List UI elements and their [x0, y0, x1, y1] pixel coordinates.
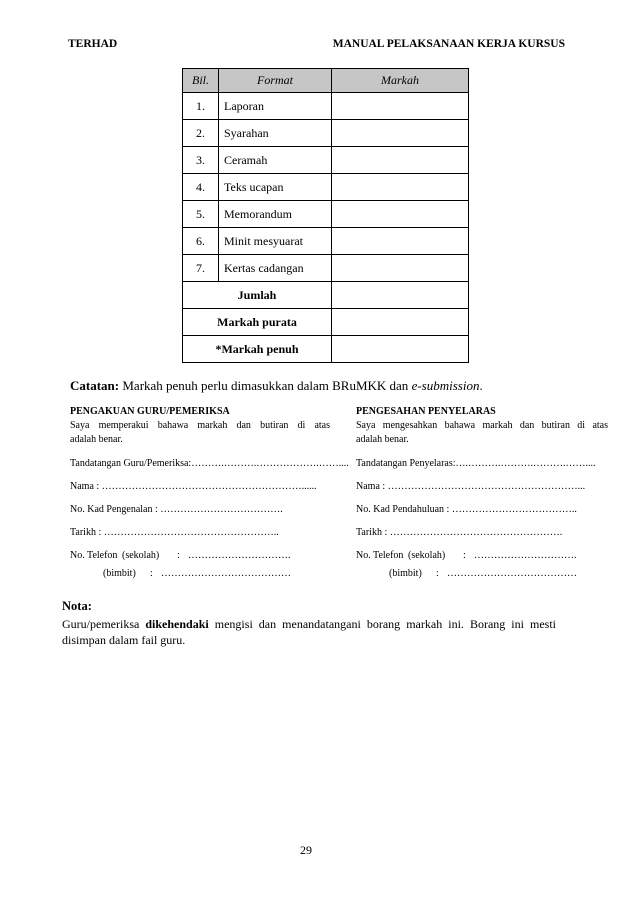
teacher-declaration: [70, 400, 350, 585]
coordinator-date-field: Tarikh : …………………………………………….: [356, 527, 563, 538]
page-number: 29: [300, 843, 312, 857]
row-number: 6.: [183, 228, 219, 255]
phone-colon: :: [150, 568, 153, 579]
average-mark-cell: [332, 309, 469, 336]
total-mark-cell: [332, 282, 469, 309]
phone-label: No. Telefon: [356, 550, 404, 561]
table-row: [183, 255, 469, 282]
row-number: 4.: [183, 174, 219, 201]
catatan-note: [70, 378, 483, 394]
header-classification: TERHAD: [68, 38, 118, 50]
phone-school-value: ………………………….: [474, 550, 577, 561]
row-mark-cell: [332, 201, 469, 228]
row-number: 2.: [183, 120, 219, 147]
total-label: Jumlah: [183, 282, 332, 309]
phone-school-label: (sekolah): [408, 550, 446, 561]
teacher-date-field: Tarikh : ……………………………………………..: [70, 527, 279, 538]
nota-line1-bold: dikehendaki: [145, 617, 209, 631]
total-row: [183, 282, 469, 309]
teacher-phone-school-field: [70, 550, 350, 562]
table-row: [183, 228, 469, 255]
row-format: Memorandum: [219, 201, 332, 228]
catatan-end: .: [479, 378, 483, 393]
row-mark-cell: [332, 120, 469, 147]
coordinator-phone-school-field: [356, 550, 618, 562]
coordinator-name-field: Nama : …………………………………………………...: [356, 481, 586, 492]
table-row: [183, 120, 469, 147]
teacher-name-field: Nama : ……………………………………………………......: [70, 481, 317, 492]
coordinator-statement-line2: adalah benar.: [356, 434, 409, 445]
catatan-text: Markah penuh perlu dimasukkan dalam BRuMKK dan: [119, 378, 412, 393]
average-label: Markah purata: [183, 309, 332, 336]
nota-line1-pre: Guru/pemeriksa: [62, 617, 146, 631]
coordinator-declaration-title: PENGESAHAN PENYELARAS: [356, 406, 496, 417]
row-format: Kertas cadangan: [219, 255, 332, 282]
row-mark-cell: [332, 93, 469, 120]
phone-school-label: (sekolah): [122, 550, 160, 561]
teacher-ic-field: No. Kad Pengenalan : ……………………………….: [70, 504, 283, 515]
phone-mobile-label: (bimbit): [389, 568, 422, 579]
column-header-markah: Markah: [332, 69, 469, 93]
table-header-row: [183, 69, 469, 93]
row-format: Laporan: [219, 93, 332, 120]
teacher-statement-line2: adalah benar.: [70, 434, 123, 445]
coordinator-signature-field: Tandatangan Penyelaras:….……….……….……….……....: [356, 458, 596, 469]
phone-label: No. Telefon: [70, 550, 118, 561]
row-format: Minit mesyuarat: [219, 228, 332, 255]
row-number: 7.: [183, 255, 219, 282]
row-number: 5.: [183, 201, 219, 228]
phone-colon: :: [463, 550, 466, 561]
phone-colon: :: [177, 550, 180, 561]
nota-line1: [62, 617, 556, 631]
catatan-label: Catatan:: [70, 378, 120, 393]
row-mark-cell: [332, 147, 469, 174]
full-mark-row: [183, 336, 469, 363]
teacher-phone-mobile-field: [70, 568, 350, 580]
coordinator-ic-field: No. Kad Pendahuluan : ………………………………..: [356, 504, 577, 515]
table-row: [183, 93, 469, 120]
phone-mobile-value: …………………………………: [161, 568, 291, 579]
coordinator-statement-line1: Saya mengesahkan bahawa markah dan butiran di atas: [356, 420, 608, 431]
coordinator-phone-mobile-field: [356, 568, 618, 580]
full-mark-label: *Markah penuh: [183, 336, 332, 363]
phone-colon: :: [436, 568, 439, 579]
row-number: 1.: [183, 93, 219, 120]
table-row: [183, 147, 469, 174]
nota-title: Nota:: [62, 599, 92, 613]
full-mark-cell: [332, 336, 469, 363]
phone-school-value: ………………………….: [188, 550, 291, 561]
phone-mobile-value: …………………………………: [447, 568, 577, 579]
header-manual-title: MANUAL PELAKSANAAN KERJA KURSUS: [332, 38, 565, 50]
teacher-statement-line1: Saya memperakui bahawa markah dan butiran di atas: [70, 420, 330, 431]
row-format: Teks ucapan: [219, 174, 332, 201]
table-row: [183, 201, 469, 228]
row-mark-cell: [332, 228, 469, 255]
row-number: 3.: [183, 147, 219, 174]
row-mark-cell: [332, 174, 469, 201]
average-row: [183, 309, 469, 336]
row-format: Ceramah: [219, 147, 332, 174]
column-header-format: Format: [219, 69, 332, 93]
coordinator-declaration: [356, 400, 618, 585]
teacher-declaration-title: PENGAKUAN GURU/PEMERIKSA: [70, 406, 230, 417]
teacher-signature-field: Tandatangan Guru/Pemeriksa:……….……….……………….……....: [70, 458, 349, 469]
phone-mobile-label: (bimbit): [103, 568, 136, 579]
nota-line2: disimpan dalam fail guru.: [62, 633, 186, 647]
marks-table: [182, 68, 469, 363]
row-mark-cell: [332, 255, 469, 282]
catatan-emphasis: e-submission: [411, 378, 480, 393]
nota-line1-post: mengisi dan menandatangani borang markah ini. Borang ini mesti: [208, 617, 556, 631]
column-header-bil: Bil.: [183, 69, 219, 93]
row-format: Syarahan: [219, 120, 332, 147]
table-row: [183, 174, 469, 201]
